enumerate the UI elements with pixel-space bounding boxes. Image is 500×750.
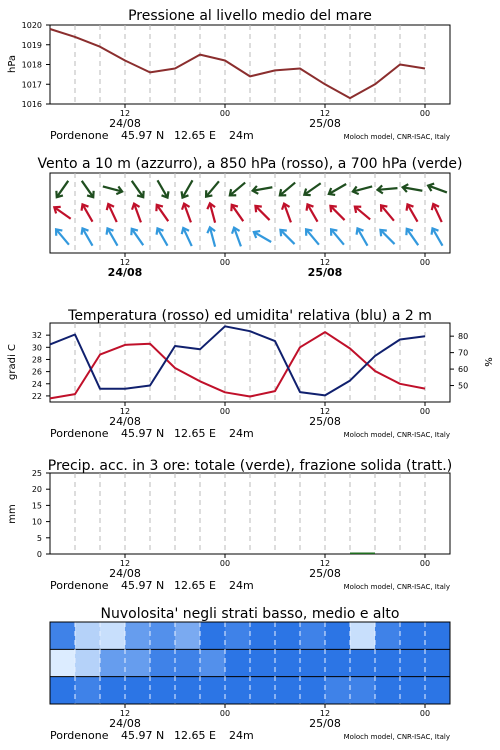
date-label: 25/08 <box>309 415 341 428</box>
cloud-cell <box>325 677 351 705</box>
x-tick-label: 00 <box>219 709 231 718</box>
location-lat: 45.97 N <box>121 729 165 742</box>
cloud-cell <box>75 622 101 650</box>
precipitation-ylabel: mm <box>7 504 18 524</box>
location-name: Pordenone <box>50 579 109 592</box>
wind-arrow <box>327 181 348 198</box>
cloud-cell <box>425 622 451 650</box>
wind-arrow <box>154 178 171 199</box>
wind-arrow <box>230 226 244 248</box>
wind-arrow <box>402 183 423 194</box>
location-lon: 12.65 E <box>174 579 216 592</box>
date-label: 24/08 <box>109 567 141 580</box>
y-tick-label: 22 <box>31 391 42 401</box>
cloud-cell <box>425 677 451 705</box>
pressure-line <box>50 29 425 98</box>
cloud-cell <box>50 649 76 677</box>
temperature-panel <box>7 308 493 440</box>
wind-arrow <box>105 202 121 224</box>
wind-arrow <box>206 202 219 223</box>
cloud-cell <box>250 677 276 705</box>
wind-arrow <box>53 227 72 247</box>
cloud-cell <box>75 649 101 677</box>
model-credit: Moloch model, CNR-ISAC, Italy <box>343 583 450 591</box>
cloud-cell <box>250 649 276 677</box>
wind-arrow <box>102 183 123 196</box>
wind-arrow-shaft <box>280 230 294 244</box>
pressure-title: Pressione al livello medio del mare <box>128 8 372 24</box>
y-tick-label: 20 <box>31 485 42 495</box>
wind-arrow <box>328 227 347 247</box>
y-tick-label: 25 <box>31 469 42 478</box>
cloud-cell <box>250 622 276 650</box>
wind-arrow <box>354 226 371 247</box>
date-label: 25/08 <box>307 266 343 279</box>
wind-arrow <box>153 203 171 224</box>
cloud-cell <box>275 622 301 650</box>
precipitation-panel <box>7 458 452 592</box>
cloud-cell <box>325 622 351 650</box>
wind-arrow <box>252 229 273 246</box>
cloud-cell <box>200 649 226 677</box>
wind-arrow <box>79 202 96 223</box>
wind-arrow-shaft <box>380 230 394 244</box>
date-label: 24/08 <box>107 266 143 279</box>
wind-arrow <box>277 180 297 199</box>
cloud-cell <box>350 622 376 650</box>
y-tick-label: 15 <box>31 501 42 511</box>
location-name: Pordenone <box>50 427 109 440</box>
y-tick-label: 1020 <box>21 21 42 30</box>
wind-arrow <box>429 226 446 247</box>
date-label: 25/08 <box>309 117 341 130</box>
wind-arrow <box>180 226 196 248</box>
temperature-title: Temperatura (rosso) ed umidita' relativa (blu) a 2 m <box>68 308 432 324</box>
cloud-cell <box>100 677 126 705</box>
wind-arrow <box>430 202 446 224</box>
cloud-cell <box>125 622 151 650</box>
location-name: Pordenone <box>50 729 109 742</box>
location-alt: 24m <box>229 579 254 592</box>
wind-arrow <box>180 202 194 224</box>
y-tick-label: 1019 <box>21 40 42 50</box>
cloud-cell <box>150 622 176 650</box>
cloud-title: Nuvolosita' negli strati basso, medio e alto <box>100 606 400 622</box>
wind-arrow-shaft <box>230 183 245 196</box>
humidity-ylabel: % <box>482 357 493 367</box>
wind-arrow <box>203 179 222 199</box>
wind-arrow <box>128 227 146 248</box>
y-tick-label: 1017 <box>21 80 42 90</box>
wind-arrow-shaft <box>330 206 344 220</box>
wind-arrow <box>227 180 247 199</box>
x-tick-label: 00 <box>219 559 231 568</box>
x-tick-label: 00 <box>219 258 231 267</box>
wind-arrow <box>280 202 294 224</box>
precipitation-title: Precip. acc. in 3 ore: totale (verde), frazione solida (tratt.) <box>47 458 453 474</box>
x-tick-label: 12 <box>319 709 331 718</box>
cloud-cell <box>100 622 126 650</box>
wind-arrow-shaft <box>255 206 269 220</box>
wind-arrow <box>53 179 71 200</box>
wind-arrow <box>403 227 421 248</box>
cloud-cell <box>175 649 201 677</box>
location-alt: 24m <box>229 427 254 440</box>
x-tick-label: 12 <box>119 407 131 416</box>
location-name: Pordenone <box>50 129 109 142</box>
wind-arrow-shaft <box>280 183 295 196</box>
cloud-cell <box>50 622 76 650</box>
cloud-cell <box>225 649 251 677</box>
cloud-cell <box>125 649 151 677</box>
cloud-cell <box>175 622 201 650</box>
cloud-cell <box>375 649 401 677</box>
wind-arrow-shaft <box>206 181 219 196</box>
wind-arrow <box>78 179 96 200</box>
x-tick-label: 00 <box>419 258 431 267</box>
location-lat: 45.97 N <box>121 129 165 142</box>
x-tick-label: 00 <box>419 407 431 416</box>
y-tick-label-right: 60 <box>458 365 469 375</box>
wind-arrow <box>253 203 273 223</box>
wind-arrow <box>128 179 146 200</box>
cloud-cell <box>75 677 101 705</box>
y-tick-label: 1018 <box>21 60 42 70</box>
location-alt: 24m <box>229 729 254 742</box>
cloud-cell <box>325 649 351 677</box>
model-credit: Moloch model, CNR-ISAC, Italy <box>343 431 450 439</box>
x-tick-label: 00 <box>419 709 431 718</box>
wind-arrow-shaft <box>355 207 370 220</box>
y-tick-label: 30 <box>31 343 42 353</box>
cloud-cell <box>300 622 326 650</box>
precipitation-bar <box>350 553 375 555</box>
cloud-cell <box>300 649 326 677</box>
x-tick-label: 12 <box>119 109 131 118</box>
y-tick-label: 32 <box>31 331 42 341</box>
y-tick-label: 24 <box>31 379 42 389</box>
cloud-cell <box>400 649 426 677</box>
x-tick-label: 12 <box>319 407 331 416</box>
wind-arrow <box>154 226 171 247</box>
wind-arrow <box>404 202 421 223</box>
wind-arrow-shaft <box>331 229 344 244</box>
wind-arrow <box>352 204 372 223</box>
date-label: 24/08 <box>109 717 141 730</box>
cloud-cell <box>375 622 401 650</box>
cloud-cell <box>225 677 251 705</box>
wind-arrow <box>377 184 398 194</box>
location-lon: 12.65 E <box>174 427 216 440</box>
cloud-panel <box>50 606 451 742</box>
wind-arrow <box>427 182 449 196</box>
date-label: 25/08 <box>309 567 341 580</box>
cloud-cell <box>400 622 426 650</box>
cloud-cell <box>425 649 451 677</box>
x-tick-label: 00 <box>419 559 431 568</box>
y-tick-label-right: 70 <box>458 348 469 358</box>
cloud-cell <box>275 677 301 705</box>
wind-panel <box>37 156 462 279</box>
wind-arrow <box>79 226 96 247</box>
wind-arrow <box>278 227 298 247</box>
cloud-cell <box>150 677 176 705</box>
cloud-cell <box>300 677 326 705</box>
x-tick-label: 00 <box>219 109 231 118</box>
wind-arrow <box>252 183 273 194</box>
location-lon: 12.65 E <box>174 729 216 742</box>
y-tick-label-right: 50 <box>458 381 469 391</box>
model-credit: Moloch model, CNR-ISAC, Italy <box>343 733 450 741</box>
x-tick-label: 12 <box>119 709 131 718</box>
x-tick-label: 12 <box>119 559 131 568</box>
wind-arrow <box>302 180 323 198</box>
wind-arrow <box>228 203 246 224</box>
x-tick-label: 00 <box>419 109 431 118</box>
y-tick-label-right: 80 <box>458 332 469 342</box>
x-tick-label: 12 <box>319 109 331 118</box>
wind-title: Vento a 10 m (azzurro), a 850 hPa (rosso), a 700 hPa (verde) <box>37 156 463 172</box>
wind-arrow <box>378 203 397 223</box>
wind-arrow <box>304 202 321 223</box>
wind-arrow <box>52 204 73 222</box>
wind-arrow <box>104 226 121 247</box>
model-credit: Moloch model, CNR-ISAC, Italy <box>343 133 450 141</box>
y-tick-label: 0 <box>36 550 42 559</box>
cloud-cell <box>150 649 176 677</box>
cloud-cell <box>375 677 401 705</box>
location-alt: 24m <box>229 129 254 142</box>
wind-arrow <box>206 226 219 247</box>
cloud-cell <box>400 677 426 705</box>
cloud-cell <box>225 622 251 650</box>
cloud-cell <box>100 649 126 677</box>
cloud-cell <box>125 677 151 705</box>
wind-arrow <box>328 203 348 223</box>
cloud-cell <box>50 677 76 705</box>
date-label: 24/08 <box>109 117 141 130</box>
y-tick-label: 1016 <box>21 100 42 109</box>
x-tick-label: 00 <box>219 407 231 416</box>
location-lat: 45.97 N <box>121 427 165 440</box>
wind-arrow-shaft <box>306 229 319 244</box>
y-tick-label: 5 <box>36 533 42 543</box>
wind-arrow <box>130 202 144 224</box>
cloud-cell <box>200 622 226 650</box>
date-label: 25/08 <box>309 717 341 730</box>
wind-arrow-shaft <box>56 229 69 244</box>
pressure-ylabel: hPa <box>7 54 18 74</box>
date-label: 24/08 <box>109 415 141 428</box>
cloud-cell <box>350 677 376 705</box>
temperature-ylabel: gradi C <box>7 344 18 380</box>
y-tick-label: 10 <box>31 517 42 527</box>
location-lat: 45.97 N <box>121 579 165 592</box>
wind-arrow <box>303 227 322 247</box>
humidity-line <box>50 326 425 395</box>
x-tick-label: 12 <box>119 258 131 267</box>
y-tick-label: 28 <box>31 355 42 365</box>
cloud-cell <box>200 677 226 705</box>
cloud-cell <box>175 677 201 705</box>
wind-arrow <box>378 227 398 247</box>
y-tick-label: 26 <box>31 367 42 377</box>
x-tick-label: 12 <box>319 258 331 267</box>
wind-arrow <box>179 178 196 199</box>
wind-arrow <box>352 183 373 196</box>
location-lon: 12.65 E <box>174 129 216 142</box>
x-tick-label: 12 <box>319 559 331 568</box>
cloud-cell <box>350 649 376 677</box>
pressure-panel <box>7 8 450 142</box>
cloud-cell <box>275 649 301 677</box>
wind-arrow-shaft <box>381 205 394 220</box>
